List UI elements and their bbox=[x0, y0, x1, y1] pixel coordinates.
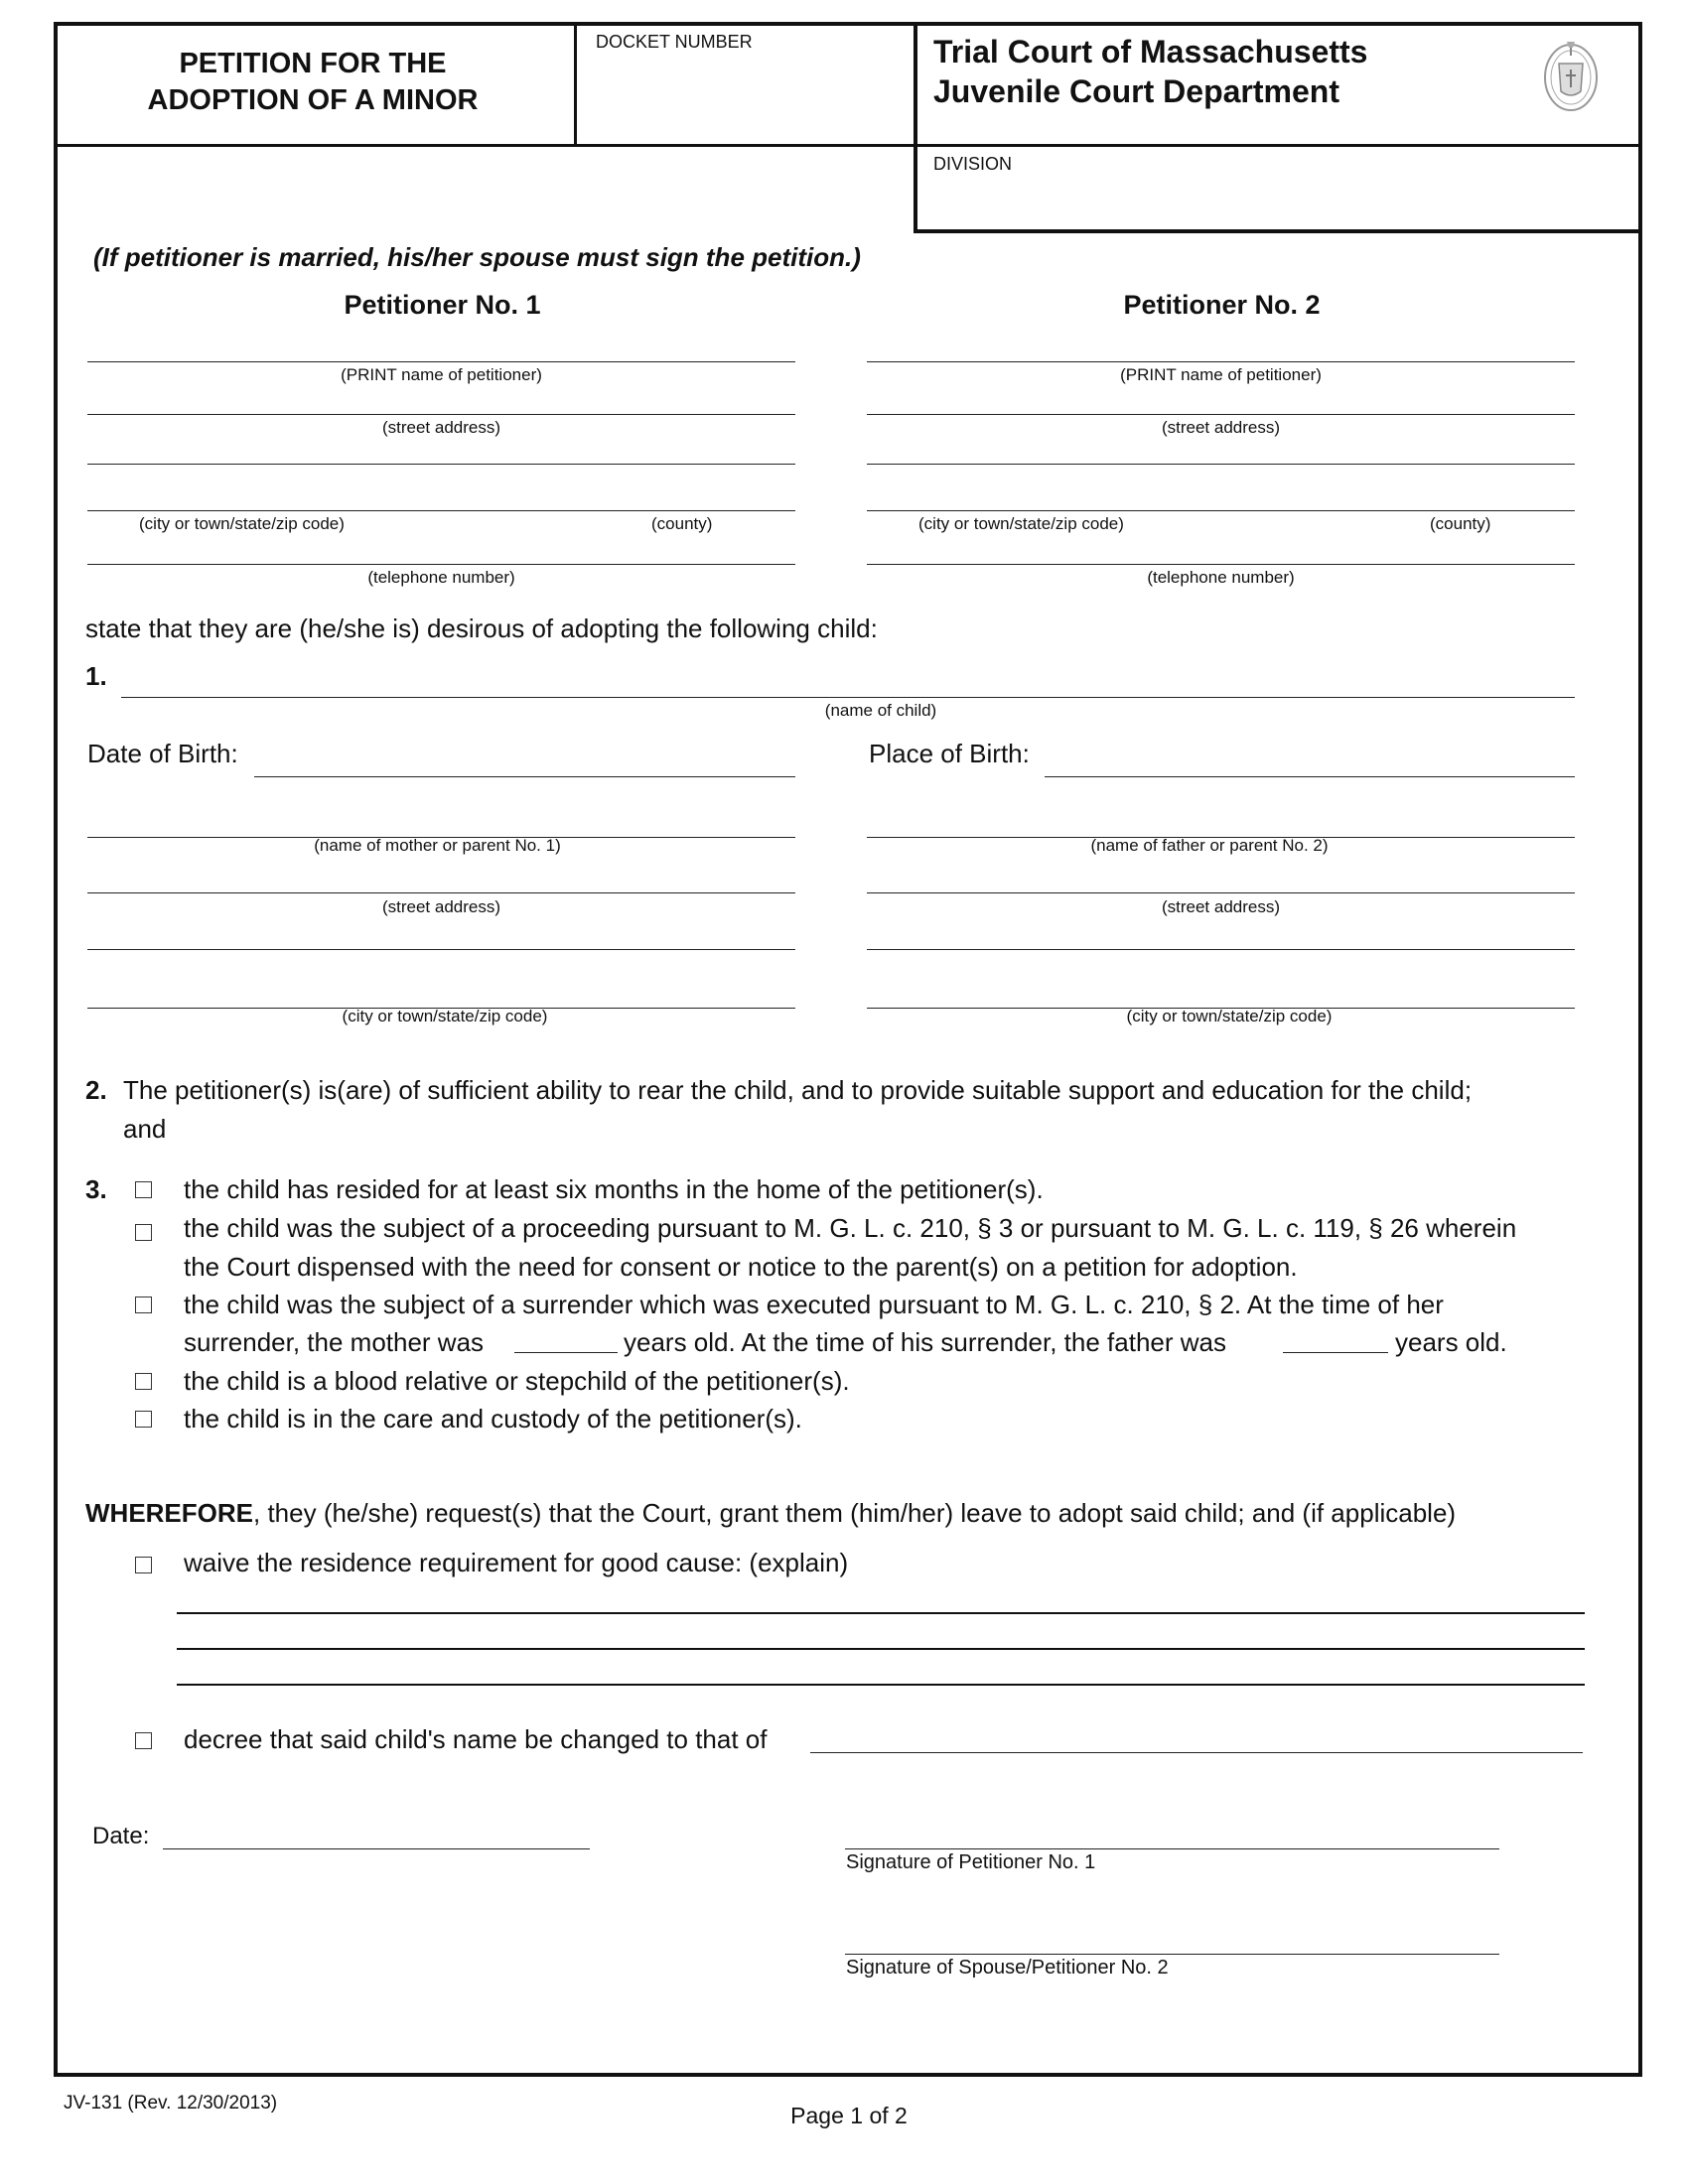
petitioner-2-street-line-2[interactable] bbox=[867, 464, 1575, 465]
custody-checkbox[interactable] bbox=[135, 1411, 152, 1428]
residence-checkbox[interactable] bbox=[135, 1181, 152, 1198]
petitioner-1-city-line[interactable] bbox=[87, 510, 795, 511]
petitioner-1-street-line-2[interactable] bbox=[87, 464, 795, 465]
option-resided-text: the child has resided for at least six months in the home of the petitioner(s). bbox=[184, 1174, 1044, 1204]
petitioner-2-city-line[interactable] bbox=[867, 510, 1575, 511]
option-surrender-text-2b: years old. At the time of his surrender, the father was bbox=[624, 1327, 1226, 1357]
signature-2-line[interactable] bbox=[845, 1954, 1499, 1955]
instruction-text: (If petitioner is married, his/her spouse must sign the petition.) bbox=[93, 242, 861, 272]
petitioner-1-street-caption: (street address) bbox=[381, 418, 501, 437]
mother-street-caption: (street address) bbox=[381, 897, 501, 916]
date-of-birth-line[interactable] bbox=[254, 776, 795, 777]
date-label: Date: bbox=[92, 1823, 150, 1849]
form-title-line-1: PETITION FOR THE bbox=[179, 48, 447, 79]
waive-residence-checkbox[interactable] bbox=[135, 1557, 152, 1573]
item-2-line-2: and bbox=[123, 1114, 167, 1144]
petitioner-1-name-caption: (PRINT name of petitioner) bbox=[341, 365, 542, 384]
petitioner-1-title: Petitioner No. 1 bbox=[344, 290, 541, 320]
item-1-number: 1. bbox=[85, 661, 107, 691]
father-city-caption: (city or town/state/zip code) bbox=[1126, 1007, 1333, 1025]
form-title bbox=[89, 46, 536, 119]
father-street-line-2[interactable] bbox=[867, 949, 1575, 950]
wherefore-bold: WHEREFORE bbox=[85, 1498, 253, 1528]
signature-1-caption: Signature of Petitioner No. 1 bbox=[846, 1851, 1096, 1873]
item-2-number: 2. bbox=[85, 1075, 107, 1105]
petitioner-2-title: Petitioner No. 2 bbox=[1123, 290, 1321, 320]
waive-residence-text: waive the residence requirement for good cause: (explain) bbox=[184, 1548, 849, 1577]
father-age-line[interactable] bbox=[1283, 1352, 1388, 1353]
option-proceeding-text-2: the Court dispensed with the need for consent or notice to the parent(s) on a petition for adoption. bbox=[184, 1252, 1298, 1282]
header-divider bbox=[54, 144, 1642, 147]
petitioner-2-name-caption: (PRINT name of petitioner) bbox=[1120, 365, 1322, 384]
place-of-birth-line[interactable] bbox=[1045, 776, 1575, 777]
petitioner-1-street-line[interactable] bbox=[87, 414, 795, 415]
division-box-bottom bbox=[914, 229, 1642, 233]
mother-street-line-2[interactable] bbox=[87, 949, 795, 950]
option-blood-relative-text: the child is a blood relative or stepchild of the petitioner(s). bbox=[184, 1366, 850, 1396]
item-3-number: 3. bbox=[85, 1174, 107, 1204]
option-surrender-text-1: the child was the subject of a surrender which was executed pursuant to M. G. L. c. 210, § 2. At the time of her bbox=[184, 1290, 1444, 1319]
father-street-caption: (street address) bbox=[1161, 897, 1281, 916]
court-name bbox=[933, 32, 1367, 111]
name-change-checkbox[interactable] bbox=[135, 1732, 152, 1749]
mother-city-caption: (city or town/state/zip code) bbox=[342, 1007, 548, 1025]
father-name-caption: (name of father or parent No. 2) bbox=[1090, 836, 1329, 855]
signature-2-caption: Signature of Spouse/Petitioner No. 2 bbox=[846, 1957, 1169, 1979]
petitioner-2-street-caption: (street address) bbox=[1161, 418, 1281, 437]
date-line[interactable] bbox=[163, 1848, 590, 1849]
court-name-line-2: Juvenile Court Department bbox=[933, 73, 1339, 109]
date-of-birth-label: Date of Birth: bbox=[87, 739, 238, 768]
form-title-line-2: ADOPTION OF A MINOR bbox=[147, 84, 479, 116]
petitioner-1-county-caption: (county) bbox=[651, 514, 713, 533]
surrender-checkbox[interactable] bbox=[135, 1297, 152, 1313]
division-label: DIVISION bbox=[933, 154, 1013, 174]
mother-name-caption: (name of mother or parent No. 1) bbox=[314, 836, 561, 855]
petitioner-2-street-line[interactable] bbox=[867, 414, 1575, 415]
petitioner-1-city-caption: (city or town/state/zip code) bbox=[139, 514, 345, 533]
option-surrender-text-2c: years old. bbox=[1395, 1327, 1507, 1357]
proceeding-checkbox[interactable] bbox=[135, 1224, 152, 1241]
court-name-line-1: Trial Court of Massachusetts bbox=[933, 34, 1368, 69]
option-surrender-text-2a: surrender, the mother was bbox=[184, 1327, 485, 1357]
petitioner-2-name-line[interactable] bbox=[867, 361, 1575, 362]
docket-number-label: DOCKET NUMBER bbox=[596, 32, 753, 52]
option-proceeding-text-1: the child was the subject of a proceeding pursuant to M. G. L. c. 210, § 3 or pursuant to M. G. L. c. 119, § 26 wherein bbox=[184, 1213, 1517, 1243]
new-name-line[interactable] bbox=[810, 1752, 1583, 1753]
item-2-line-1: The petitioner(s) is(are) of sufficient ability to rear the child, and to provide suitable support and education for the child; bbox=[123, 1075, 1473, 1105]
option-custody-text: the child is in the care and custody of the petitioner(s). bbox=[184, 1404, 802, 1433]
place-of-birth-label: Place of Birth: bbox=[869, 739, 1030, 768]
blood-relative-checkbox[interactable] bbox=[135, 1373, 152, 1390]
mother-age-line[interactable] bbox=[514, 1352, 618, 1353]
petitioner-1-phone-caption: (telephone number) bbox=[367, 568, 515, 587]
massachusetts-seal-icon bbox=[1541, 34, 1601, 113]
petitioner-2-phone-line[interactable] bbox=[867, 564, 1575, 565]
wherefore-rest: , they (he/she) request(s) that the Court, grant them (him/her) leave to adopt said child; and (if applicable) bbox=[253, 1498, 1457, 1528]
child-name-line[interactable] bbox=[121, 697, 1575, 698]
child-intro-text: state that they are (he/she is) desirous of adopting the following child: bbox=[85, 614, 878, 643]
mother-street-line[interactable] bbox=[87, 892, 795, 893]
page-number: Page 1 of 2 bbox=[790, 2103, 908, 2128]
father-street-line[interactable] bbox=[867, 892, 1575, 893]
form-id: JV-131 (Rev. 12/30/2013) bbox=[64, 2093, 278, 2114]
header-col-divider-2 bbox=[914, 22, 917, 232]
explain-line-3[interactable] bbox=[177, 1684, 1585, 1686]
wherefore-paragraph bbox=[85, 1498, 1456, 1529]
child-name-caption: (name of child) bbox=[824, 701, 937, 720]
name-change-text: decree that said child's name be changed to that of bbox=[184, 1724, 768, 1754]
signature-1-line[interactable] bbox=[845, 1848, 1499, 1849]
petitioner-2-county-caption: (county) bbox=[1430, 514, 1491, 533]
petitioner-2-city-caption: (city or town/state/zip code) bbox=[918, 514, 1124, 533]
petitioner-2-phone-caption: (telephone number) bbox=[1147, 568, 1295, 587]
explain-line-2[interactable] bbox=[177, 1648, 1585, 1650]
petitioner-1-phone-line[interactable] bbox=[87, 564, 795, 565]
header-col-divider-1 bbox=[574, 22, 577, 146]
explain-line-1[interactable] bbox=[177, 1612, 1585, 1614]
form-frame bbox=[54, 22, 1642, 2077]
petitioner-1-name-line[interactable] bbox=[87, 361, 795, 362]
